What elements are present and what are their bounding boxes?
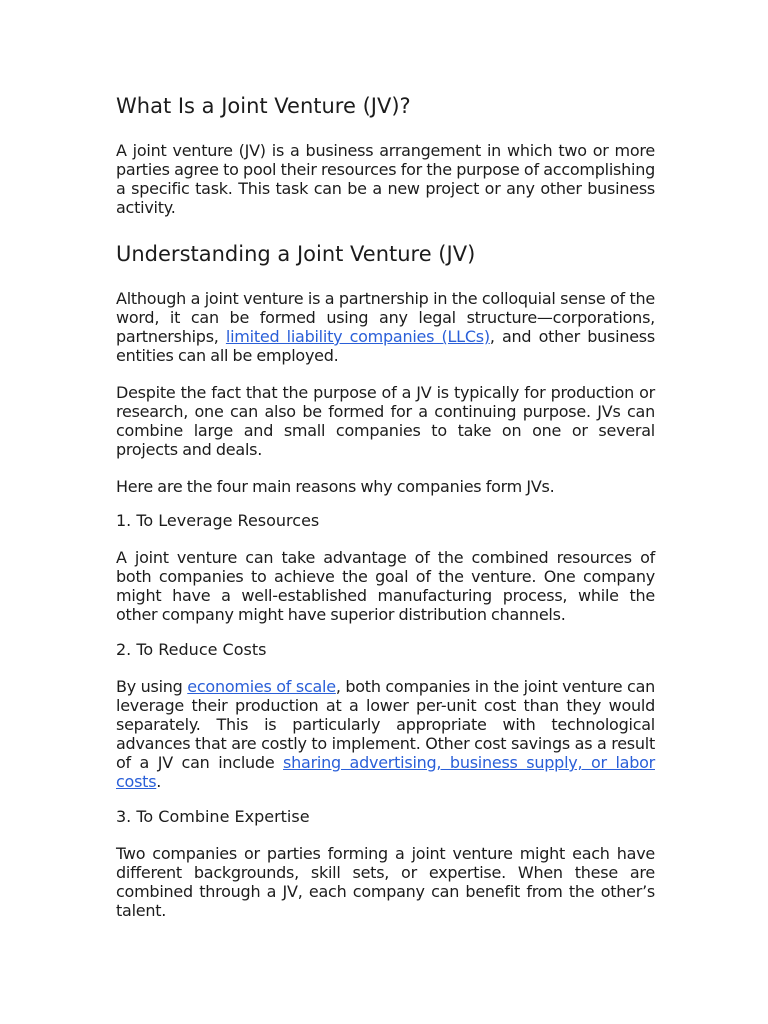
purpose-paragraph: Despite the fact that the purpose of a JV is typically for production or research, one can also be formed for a continuing purpose. JVs can combine large and small companies to take on one or several projects and deals. [116, 383, 655, 459]
page-title: What Is a Joint Venture (JV)? [116, 94, 411, 118]
llc-link[interactable]: limited liability companies (LLCs) [225, 327, 490, 346]
intro-paragraph: A joint venture (JV) is a business arrangement in which two or more parties agree to pool their resources for the purpose of accomplishing a specific task. This task can be a new project or any other business activity. [116, 141, 655, 217]
legal-structure-text-after: , and other business entities can all be employed. [116, 327, 655, 365]
reason-heading-reduce-costs: 2. To Reduce Costs [116, 640, 267, 659]
economies-of-scale-link[interactable]: economies of scale [187, 677, 336, 696]
legal-structure-paragraph [116, 289, 655, 365]
reduce-costs-text-before: By using [116, 677, 188, 696]
reason-heading-leverage-resources: 1. To Leverage Resources [116, 511, 320, 530]
reason-text-combine-expertise: Two companies or parties forming a joint venture might each have different backgrounds, skill sets, or expertise. When these are combined through a JV, each company can benefit from the other’s talent. [116, 844, 655, 920]
reasons-intro-paragraph: Here are the four main reasons why companies form JVs. [116, 477, 555, 496]
reduce-costs-text-middle: , both companies in the joint venture can leverage their production at a lower per-unit cost than they would separately. This is particularly appropriate with technological advances that are costly to implement. Other cost savings as a result of a JV can include [116, 677, 656, 772]
reason-heading-combine-expertise: 3. To Combine Expertise [116, 807, 310, 826]
legal-structure-text-before: Although a joint venture is a partnership in the colloquial sense of the word, it can be formed using any legal structure—corporations, partnerships, [116, 289, 655, 346]
reason-text-leverage-resources: A joint venture can take advantage of the combined resources of both companies to achieve the goal of the venture. One company might have a well-established manufacturing process, while the other company might have superior distribution channels. [116, 548, 655, 624]
shared-costs-link[interactable]: sharing advertising, business supply, or labor costs [116, 753, 655, 791]
reduce-costs-text-after: . [156, 772, 162, 791]
reason-text-reduce-costs [116, 677, 655, 791]
section-heading: Understanding a Joint Venture (JV) [116, 242, 476, 266]
